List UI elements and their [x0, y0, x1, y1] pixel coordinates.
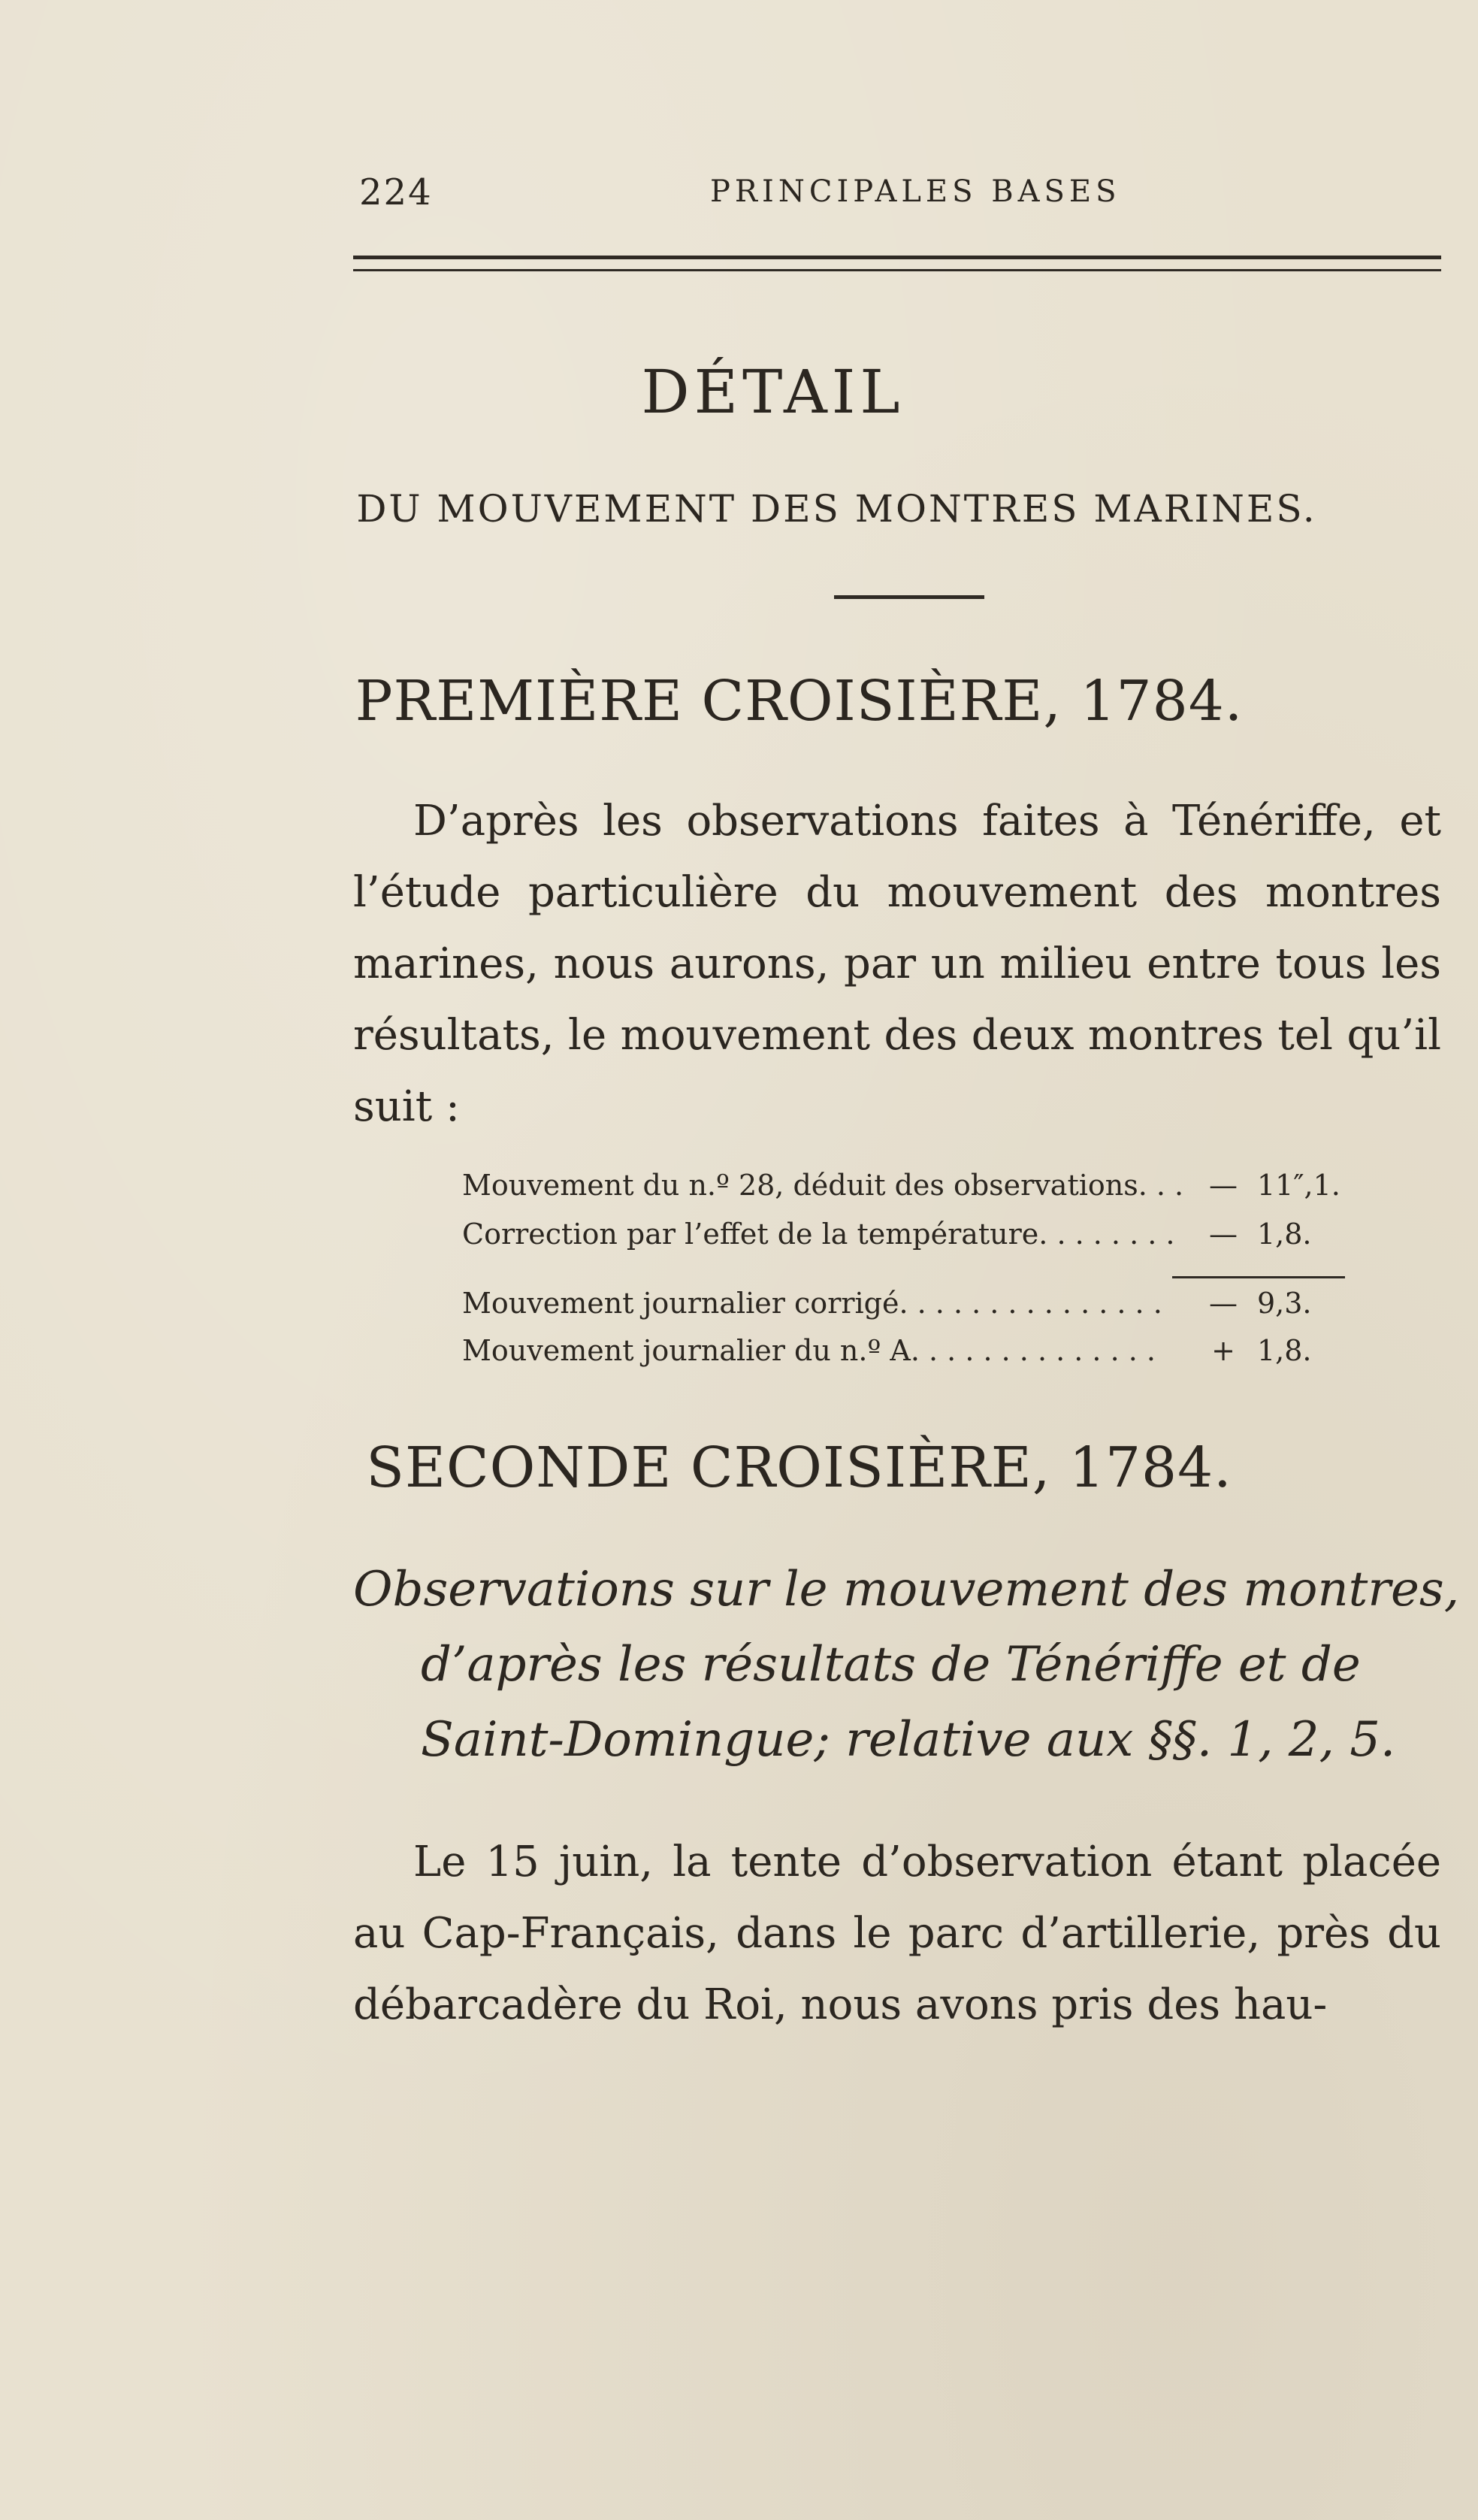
row-sign: —	[1209, 1218, 1238, 1251]
table-row	[462, 1169, 1340, 1214]
header-rule-thick	[353, 256, 1441, 259]
row-value: 1,8.	[1257, 1218, 1312, 1251]
italic-line: Saint-Domingue; relative aux §§. 1, 2, 5.	[421, 1712, 1396, 1768]
sum-rule	[1172, 1276, 1345, 1278]
section-heading-first-cruise: PREMIÈRE CROISIÈRE, 1784.	[355, 669, 1244, 734]
row-sign: —	[1209, 1287, 1238, 1320]
italic-summary	[353, 1552, 1460, 1777]
section-divider	[834, 595, 984, 599]
table-row	[462, 1287, 1340, 1332]
row-sign: +	[1211, 1334, 1235, 1367]
italic-line: d’après les résultats de Ténériffe et de	[421, 1637, 1361, 1693]
row-value: 1,8.	[1257, 1334, 1312, 1367]
chapter-title: DÉTAIL	[641, 357, 905, 427]
running-head: PRINCIPALES BASES	[710, 174, 1121, 209]
row-label: Mouvement journalier corrigé. . . . . . . . . . . . . . .	[462, 1287, 1162, 1320]
row-value: 11″,1.	[1257, 1169, 1340, 1202]
chapter-subtitle: DU MOUVEMENT DES MONTRES MARINES.	[356, 487, 1317, 531]
paragraph-second-cruise: Le 15 juin, la tente d’observation étant placée au Cap-Français, dans le parc d’artillerie, près du débarcadère du Roi, nous avons pris des hau-	[353, 1838, 1441, 2029]
italic-line: Observations sur le mouvement des montres,	[353, 1562, 1460, 1617]
row-value: 9,3.	[1257, 1287, 1312, 1320]
table-row	[462, 1218, 1340, 1263]
header-rule-thin	[353, 269, 1441, 271]
paragraph-first-cruise: D’après les observations faites à Ténériffe, et l’étude particulière du mouvement des montres marines, nous aurons, par un milieu entre tous les résultats, le mouvement des deux montres tel qu’il suit :	[353, 797, 1441, 1131]
row-sign: —	[1209, 1169, 1238, 1202]
page-number: 224	[359, 171, 433, 213]
row-label: Mouvement journalier du n.º A. . . . . . . . . . . . . .	[462, 1334, 1156, 1367]
row-label: Correction par l’effet de la température. . . . . . . .	[462, 1218, 1175, 1251]
row-label: Mouvement du n.º 28, déduit des observations. . .	[462, 1169, 1184, 1202]
table-row	[462, 1334, 1340, 1379]
section-heading-second-cruise: SECONDE CROISIÈRE, 1784.	[366, 1435, 1232, 1500]
